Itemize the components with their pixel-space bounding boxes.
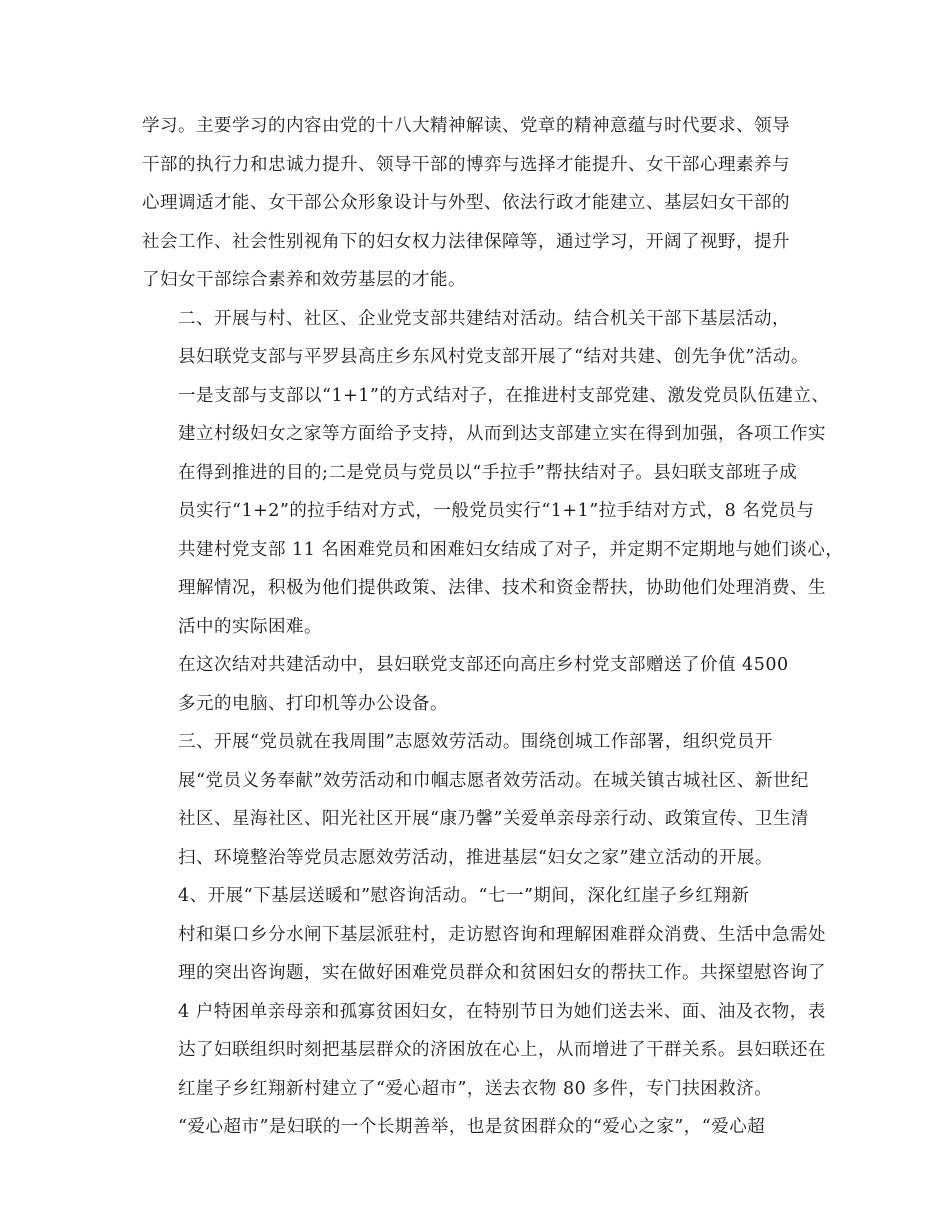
text-line: 了妇女干部综合素养和效劳基层的才能。 [142, 270, 466, 290]
text-line: 理的突出咨询题，实在做好困难党员群众和贫困妇女的帮扶工作。共探望慰咨询了 [178, 963, 826, 983]
text-line: 红崖子乡红翔新村建立了“爱心超市”，送去衣物 80 多件，专门扶困救济。 [178, 1078, 773, 1099]
text-line: 学习。主要学习的内容由党的十八大精神解读、党章的精神意蕴与时代要求、领导 [142, 116, 790, 136]
text-line: 多元的电脑、打印机等办公设备。 [178, 693, 448, 714]
text-line: 县妇联党支部与平罗县高庄乡东风村党支部开展了“结对共建、创先争优”活动。 [178, 347, 809, 367]
text-line: 干部的执行力和忠诚力提升、领导干部的博弈与选择才能提升、女干部心理素养与 [142, 154, 790, 175]
text-line: 在得到推进的目的;二是党员与党员以“手拉手”帮扶结对子。县妇联支部班子成 [178, 462, 798, 483]
paragraph [142, 107, 812, 300]
document-body [142, 107, 844, 1147]
paragraph [142, 300, 844, 647]
text-line: 扫、环境整治等党员志愿效劳活动，推进基层“妇女之家”建立活动的开展。 [178, 847, 773, 868]
text-line: 达了妇联组织时刻把基层群众的济困放在心上，从而增进了干群关系。县妇联还在 [178, 1040, 826, 1060]
text-line: 展“党员义务奉献”效劳活动和巾帼志愿者效劳活动。在城关镇古城社区、新世纪 [178, 770, 809, 791]
text-line: 社区、星海社区、阳光社区开展“康乃馨”关爱单亲母亲行动、政策宣传、卫生清 [178, 809, 809, 829]
text-line: 4 户特困单亲母亲和孤寡贫困妇女，在特别节日为她们送去米、面、油及衣物，表 [178, 1001, 826, 1022]
text-line: 建立村级妇女之家等方面给予支持，从而到达支部建立实在得到加强，各项工作实 [178, 424, 826, 444]
text-line: 共建村党支部 11 名困难党员和困难妇女结成了对子，并定期不定期地与她们谈心， [178, 539, 844, 560]
paragraph [142, 723, 812, 877]
text-line: 理解情况，积极为他们提供政策、法律、技术和资金帮扶，协助他们处理消费、生 [178, 578, 826, 598]
paragraph [142, 877, 826, 1147]
text-line: 二、开展与村、社区、企业党支部共建结对活动。结合机关干部下基层活动， [178, 308, 790, 329]
text-line: 村和渠口乡分水闸下基层派驻村，走访慰咨询和理解困难群众消费、生活中急需处 [178, 924, 826, 945]
text-line: 一是支部与支部以“1+1”的方式结对子，在推进村支部党建、激发党员队伍建立、 [178, 385, 830, 406]
paragraph [142, 646, 812, 723]
text-line: 三、开展“党员就在我周围”志愿效劳活动。围绕创城工作部署，组织党员开 [178, 732, 773, 752]
text-line: 4、开展“下基层送暖和”慰咨询活动。“七一”期间，深化红崖子乡红翔新 [178, 886, 750, 906]
text-line: 在这次结对共建活动中，县妇联党支部还向高庄乡村党支部赠送了价值 4500 [178, 655, 789, 675]
text-line: 心理调适才能、女干部公众形象设计与外型、依法行政才能建立、基层妇女干部的 [142, 193, 790, 213]
text-line: 社会工作、社会性别视角下的妇女权力法律保障等，通过学习，开阔了视野，提升 [142, 231, 790, 252]
text-line: “爱心超市”是妇联的一个长期善举，也是贫困群众的“爱心之家”，“爱心超 [178, 1117, 766, 1137]
text-line: 员实行“1+2”的拉手结对方式，一般党员实行“1+1”拉手结对方式，8 名党员与 [178, 501, 815, 521]
text-line: 活中的实际困难。 [178, 616, 322, 637]
